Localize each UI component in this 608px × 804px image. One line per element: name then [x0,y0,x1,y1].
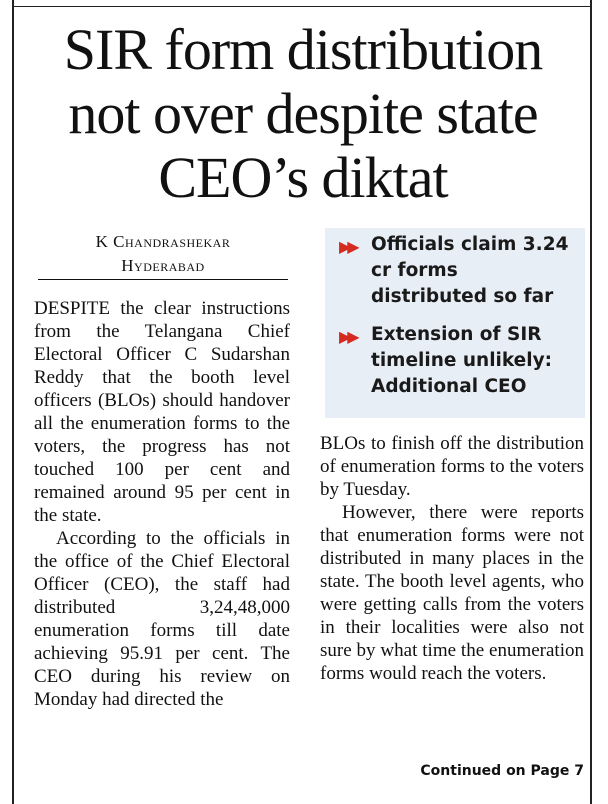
double-arrow-icon: ▶▶ [339,327,356,346]
highlight-text: Officials claim 3.24 cr forms distributed so far [371,234,569,307]
byline-place: Hyderabad [121,256,205,275]
top-rule [12,0,592,7]
body-column-right [320,432,584,762]
highlights-box [325,228,585,418]
paragraph: DESPITE the clear instructions from the Telangana Chief Electoral Officer C Sudarshan Reddy that the booth level officers (BLOs) should handover all the enumeration forms to the voters, the progress has not touched 100 per cent and remained around 95 per cent in the state. [34,298,290,526]
byline-rule [38,279,288,280]
headline: SIR form distribution not over despite state CEO’s diktat [63,17,543,210]
paragraph: BLOs to finish off the distribution of enumeration forms to the voters by Tuesday. [320,433,584,500]
right-column-rule [590,0,592,804]
byline [38,230,288,278]
double-arrow-icon: ▶▶ [339,237,356,256]
body-column-left [34,297,290,787]
continued-link[interactable]: Continued on Page 7 [420,763,584,779]
highlight-item [335,322,579,400]
highlight-item [335,232,579,310]
byline-name: K Chandrashekar [95,232,231,251]
paragraph: According to the officials in the office of the Chief Electoral Officer (CEO), the staff had distributed 3,24,48,000 enumeration forms till date achieving 95.91 per cent. The CEO during his review on Monday had directed the [34,528,290,710]
paragraph: However, there were reports that enumeration forms were not distributed in many places in the state. The booth level agents, who were getting calls from the voters in their localities were also not sure by what time the enumeration forms would reach the voters. [320,502,584,684]
left-column-rule [12,0,14,804]
highlight-text: Extension of SIR timeline unlikely: Additional CEO [371,324,553,397]
